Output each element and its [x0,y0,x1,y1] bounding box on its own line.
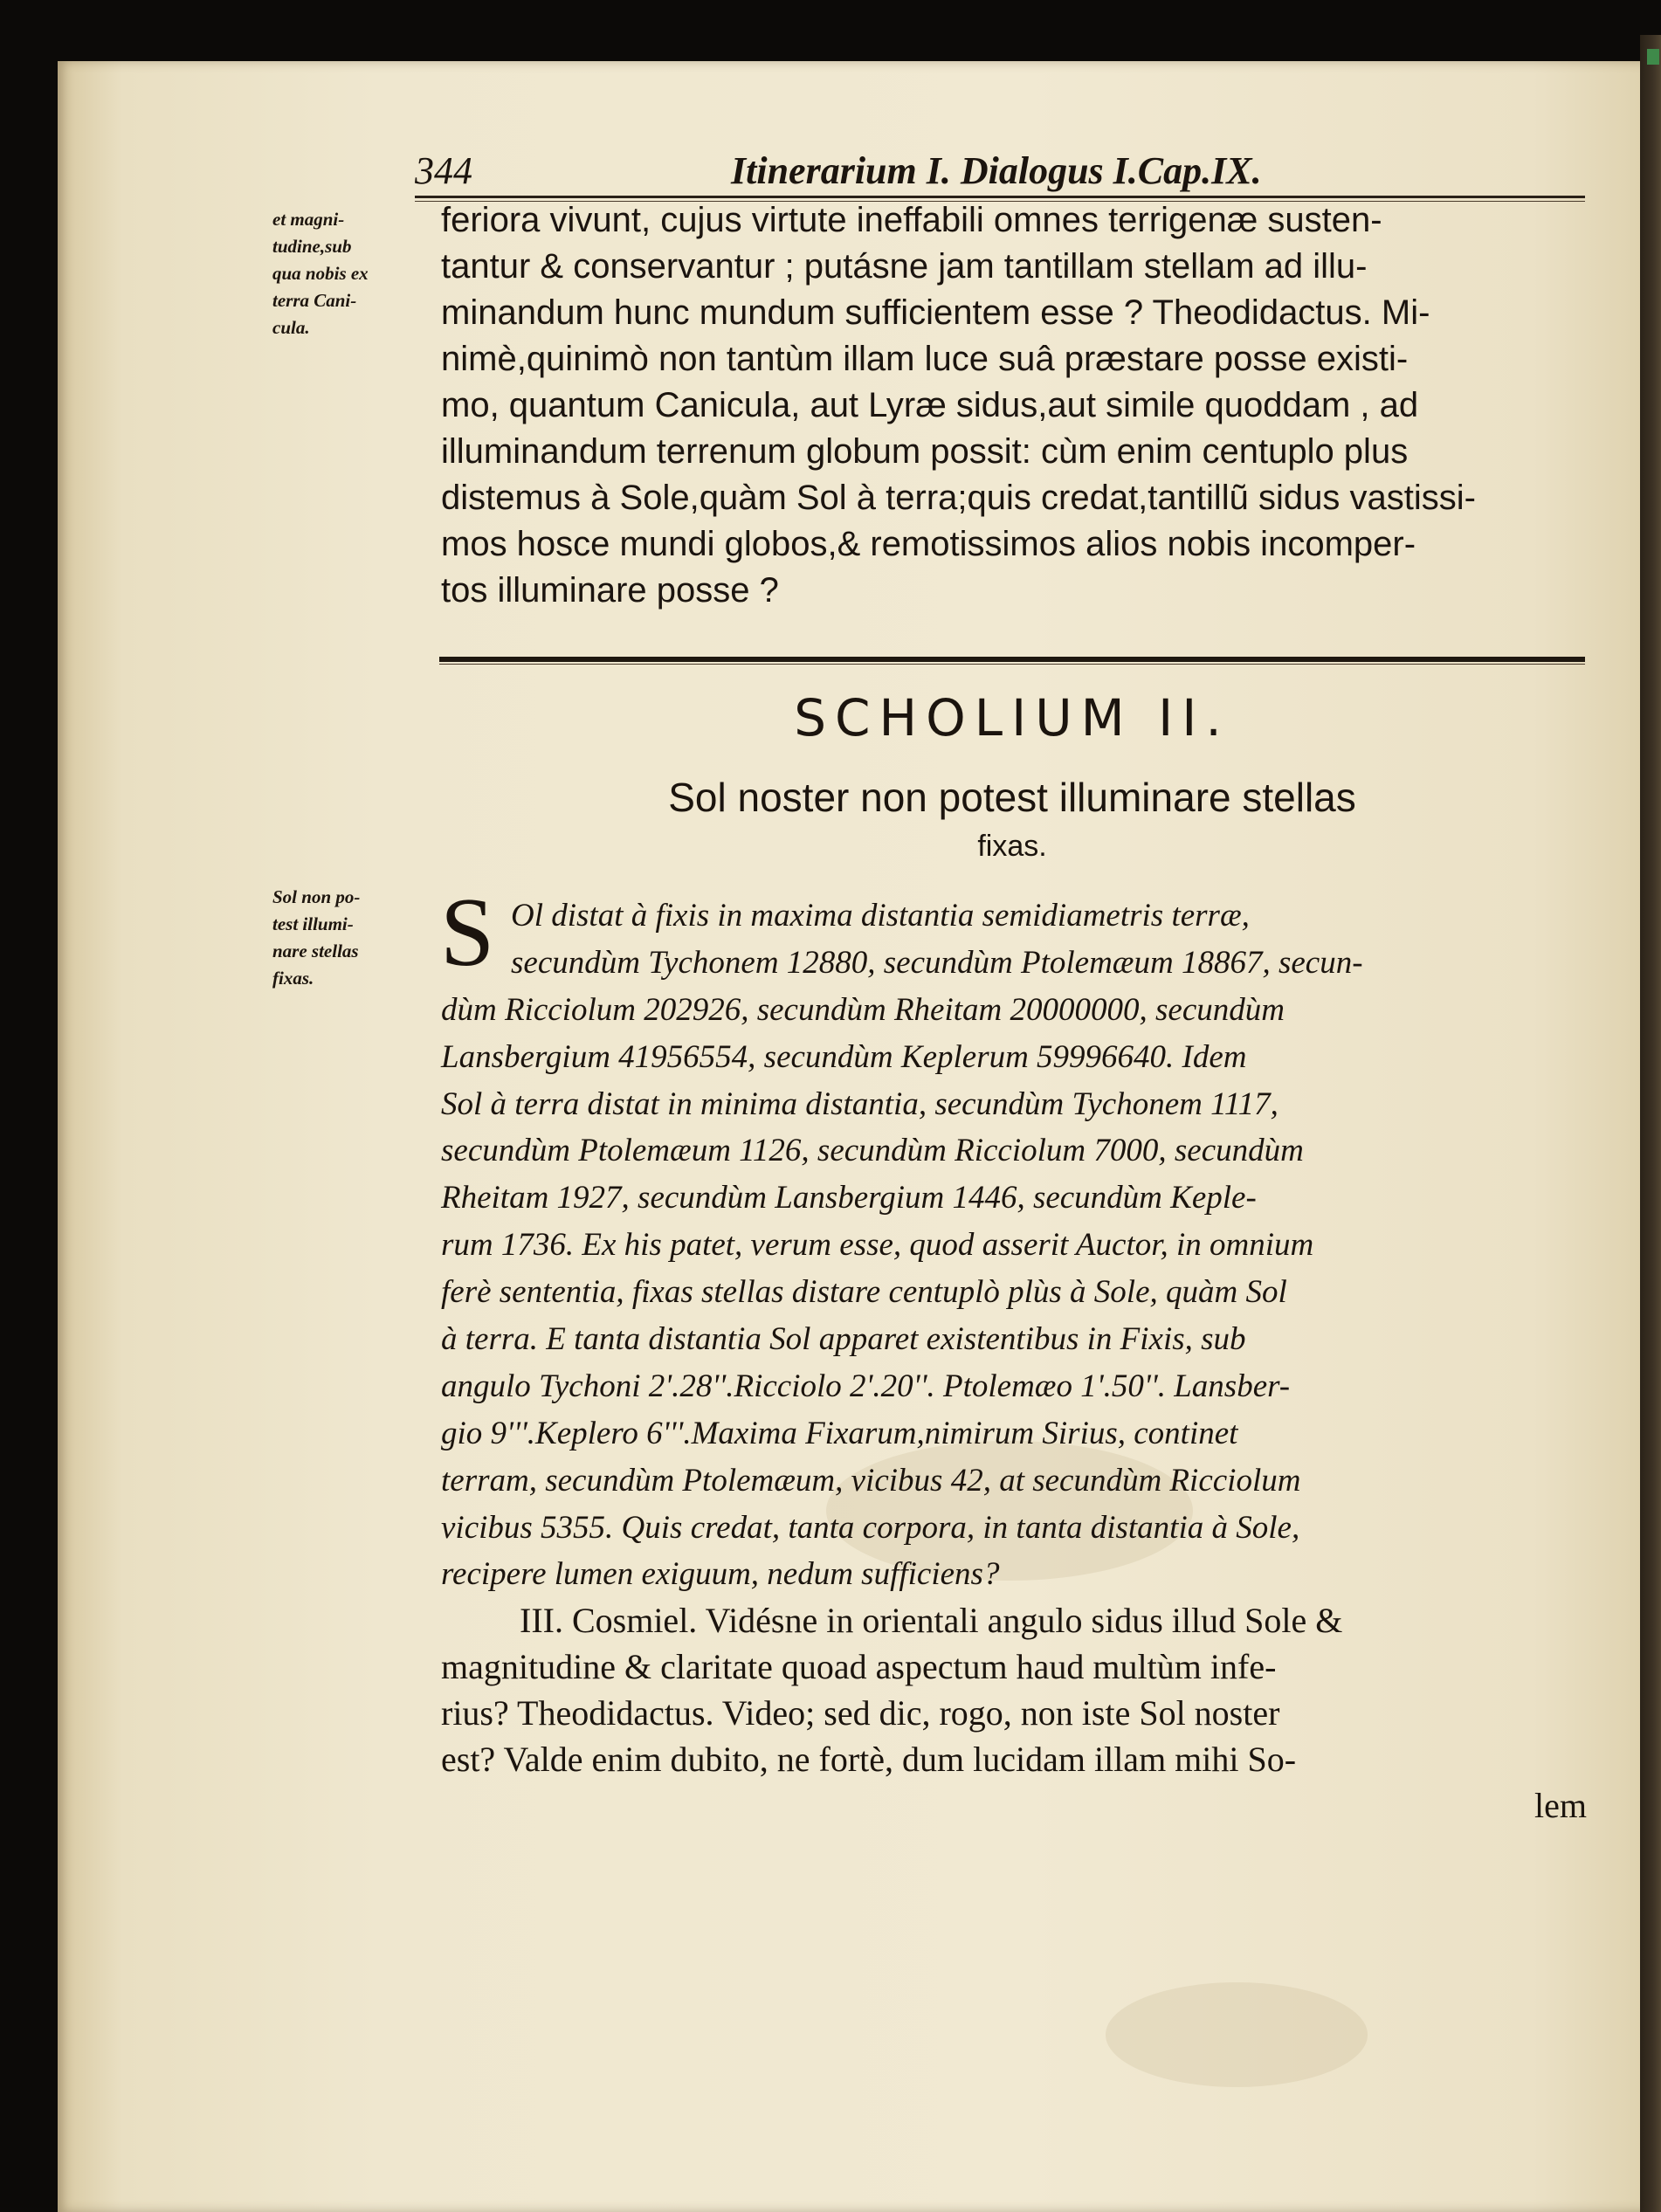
margin-note-2 [272,884,451,992]
text-line: secundùm Tychonem 12880, secundùm Ptolemæum 18867, secun- [511,944,1363,981]
text-line: secundùm Ptolemæum 1126, secundùm Ricciolum 7000, secundùm [441,1133,1304,1169]
section-subtitle-continued: fixas. [977,830,1047,863]
text-line: gio 9'''.Keplero 6'''.Maxima Fixarum,nimirum Sirius, continet [441,1415,1238,1451]
text-line: nimè,quinimò non tantùm illam luce suâ præstare posse existi- [441,340,1409,378]
text-line: illuminandum terrenum globum possit: cùm enim centuplo plus [441,432,1409,471]
margin-note-line: test illumi- [272,913,354,934]
page-edge [1640,35,1661,2212]
text-line: ferè sententia, fixas stellas distare centuplò plùs à Sole, quàm Sol [441,1274,1287,1311]
section-subtitle: Sol noster non potest illuminare stellas [668,775,1356,820]
text-line: III. Cosmiel. Vidésne in orientali angulo sidus illud Sole & [520,1601,1343,1640]
margin-note-line: qua nobis ex [272,263,369,284]
text-line: Sol à terra distat in minima distantia, secundùm Tychonem 1117, [441,1085,1278,1122]
margin-note-1 [272,206,451,341]
text-line: à terra. E tanta distantia Sol apparet existentibus in Fixis, sub [441,1321,1246,1358]
scholium-text [441,892,1587,1598]
text-line: Ol distat à fixis in maxima distantia semidiametris terræ, [511,898,1250,934]
text-line: Rheitam 1927, secundùm Lansbergium 1446, secundùm Keple- [441,1180,1257,1216]
text-line: dùm Ricciolum 202926, secundùm Rheitam 20000000, secundùm [441,991,1285,1028]
text-line: vicibus 5355. Quis credat, tanta corpora, in tanta distantia à Sole, [441,1509,1300,1546]
running-header [415,148,1585,194]
page-number: 344 [415,149,472,192]
text-line: rius? Theodidactus. Video; sed dic, rogo, non iste Sol noster [441,1693,1280,1733]
text-line: mo, quantum Canicula, aut Lyræ sidus,aut simile quoddam , ad [441,386,1419,424]
text-line: mos hosce mundi globos,& remotissimos alios nobis incomper- [441,525,1416,563]
margin-note-line: terra Cani- [272,290,357,311]
margin-note-line: cula. [272,317,310,338]
text-line: tos illuminare posse ? [441,571,779,610]
section-rule-thin [439,664,1585,665]
section-heading: SCHOLIUM II. [794,688,1230,748]
margin-note-line: tudine,sub [272,236,352,257]
margin-note-line: Sol non po- [272,886,361,907]
catchword: lem [1534,1786,1587,1825]
bookmark-tab [1647,49,1659,65]
text-line: recipere lumen exiguum, nedum sufficiens? [441,1556,1000,1593]
top-paragraph [441,197,1587,614]
margin-note-line: fixas. [272,968,314,989]
text-line: est? Valde enim dubito, ne fortè, dum lucidam illam mihi So- [441,1740,1297,1779]
margin-note-line: nare stellas [272,941,359,961]
drop-cap: S [440,879,495,987]
text-line: distemus à Sole,quàm Sol à terra;quis credat,tantillũ sidus vastissi- [441,479,1476,517]
text-line: feriora vivunt, cujus virtute ineffabili omnes terrigenæ susten- [441,201,1382,239]
text-line: magnitudine & claritate quoad aspectum haud multùm infe- [441,1647,1277,1686]
section-three [441,1597,1587,1829]
text-line: angulo Tychoni 2'.28''.Ricciolo 2'.20''. Ptolemæo 1'.50''. Lansber- [441,1368,1291,1404]
text-line: minandum hunc mundum sufficientem esse ? Theodidactus. Mi- [441,293,1430,332]
section-rule [439,657,1585,662]
margin-note-line: et magni- [272,209,345,230]
text-line: rum 1736. Ex his patet, verum esse, quod asserit Auctor, in omnium [441,1227,1314,1264]
text-line: terram, secundùm Ptolemæum, vicibus 42, at secundùm Ricciolum [441,1462,1301,1499]
paper-stain [1106,1982,1368,2087]
text-line: Lansbergium 41956554, secundùm Keplerum 59996640. Idem [441,1038,1247,1075]
running-title: Itinerarium I. Dialogus I.Cap.IX. [731,149,1262,192]
text-line: tantur & conservantur ; putásne jam tantillam stellam ad illu- [441,247,1368,286]
